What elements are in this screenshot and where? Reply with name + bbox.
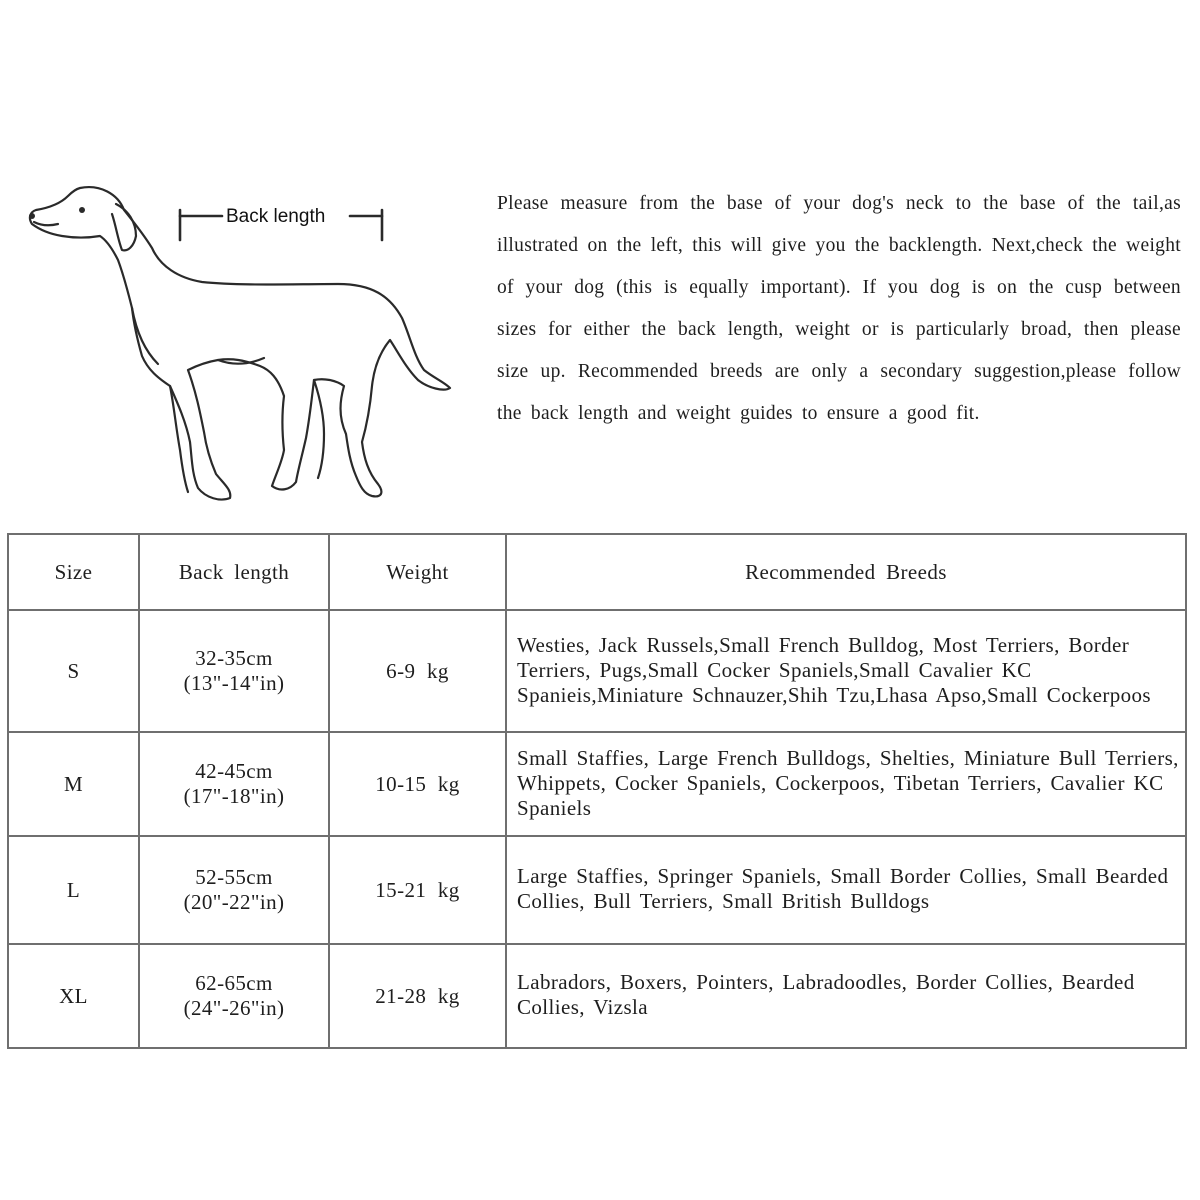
back-length-cell (139, 836, 329, 944)
table-row (8, 944, 1186, 1048)
back-length-cm: 52-55cm (195, 865, 273, 889)
back-length-in: (17"-18"in) (183, 784, 285, 808)
back-length-cell (139, 944, 329, 1048)
back-length-in: (20"-22"in) (183, 890, 285, 914)
dog-silhouette (30, 187, 450, 499)
back-length-cell (139, 610, 329, 732)
back-length-cm: 62-65cm (195, 971, 273, 995)
weight-cell: 6-9 kg (329, 610, 506, 732)
breeds-cell: Labradors, Boxers, Pointers, Labradoodles, Border Collies, Bearded Collies, Vizsla (506, 944, 1186, 1048)
dog-measurement-figure (20, 180, 460, 525)
table-row (8, 836, 1186, 944)
weight-cell: 21-28 kg (329, 944, 506, 1048)
size-cell: M (8, 732, 139, 836)
size-cell: L (8, 836, 139, 944)
header-size: Size (8, 534, 139, 610)
breeds-cell: Westies, Jack Russels,Small French Bulldog, Most Terriers, Border Terriers, Pugs,Small Cocker Spaniels,Small Cavalier KC Spanieis,Miniature Schnauzer,Shih Tzu,Lhasa Apso,Small Cockerpoos (506, 610, 1186, 732)
size-cell: XL (8, 944, 139, 1048)
measuring-instructions: Please measure from the base of your dog's neck to the base of the tail,as illustrated on the left, this will give you the backlength. Next,check the weight of your dog (this is equally important). If you dog is on the cusp between sizes for either the back length, weight or is particularly broad, then please size up. Recommended breeds are only a secondary suggestion,please follow the back length and weight guides to ensure a good fit. (497, 193, 1181, 424)
breeds-cell: Small Staffies, Large French Bulldogs, Shelties, Miniature Bull Terriers, Whippets, Cocker Spaniels, Cockerpoos, Tibetan Terriers, Cavalier KC Spaniels (506, 732, 1186, 836)
dog-outline-illustration (20, 180, 460, 525)
weight-cell: 10-15 kg (329, 732, 506, 836)
weight-cell: 15-21 kg (329, 836, 506, 944)
header-back-length: Back length (139, 534, 329, 610)
back-length-label: Back length (226, 206, 326, 227)
back-length-cell (139, 732, 329, 836)
table-header-row (8, 534, 1186, 610)
header-recommended-breeds: Recommended Breeds (506, 534, 1186, 610)
back-length-cm: 32-35cm (195, 646, 273, 670)
size-cell: S (8, 610, 139, 732)
header-weight: Weight (329, 534, 506, 610)
back-length-in: (13"-14"in) (183, 671, 285, 695)
back-length-cm: 42-45cm (195, 759, 273, 783)
table-row (8, 732, 1186, 836)
breeds-cell: Large Staffies, Springer Spaniels, Small Border Collies, Small Bearded Collies, Bull Terriers, Small British Bulldogs (506, 836, 1186, 944)
size-chart-table (7, 533, 1187, 1049)
back-length-in: (24"-26"in) (183, 996, 285, 1020)
table-row (8, 610, 1186, 732)
